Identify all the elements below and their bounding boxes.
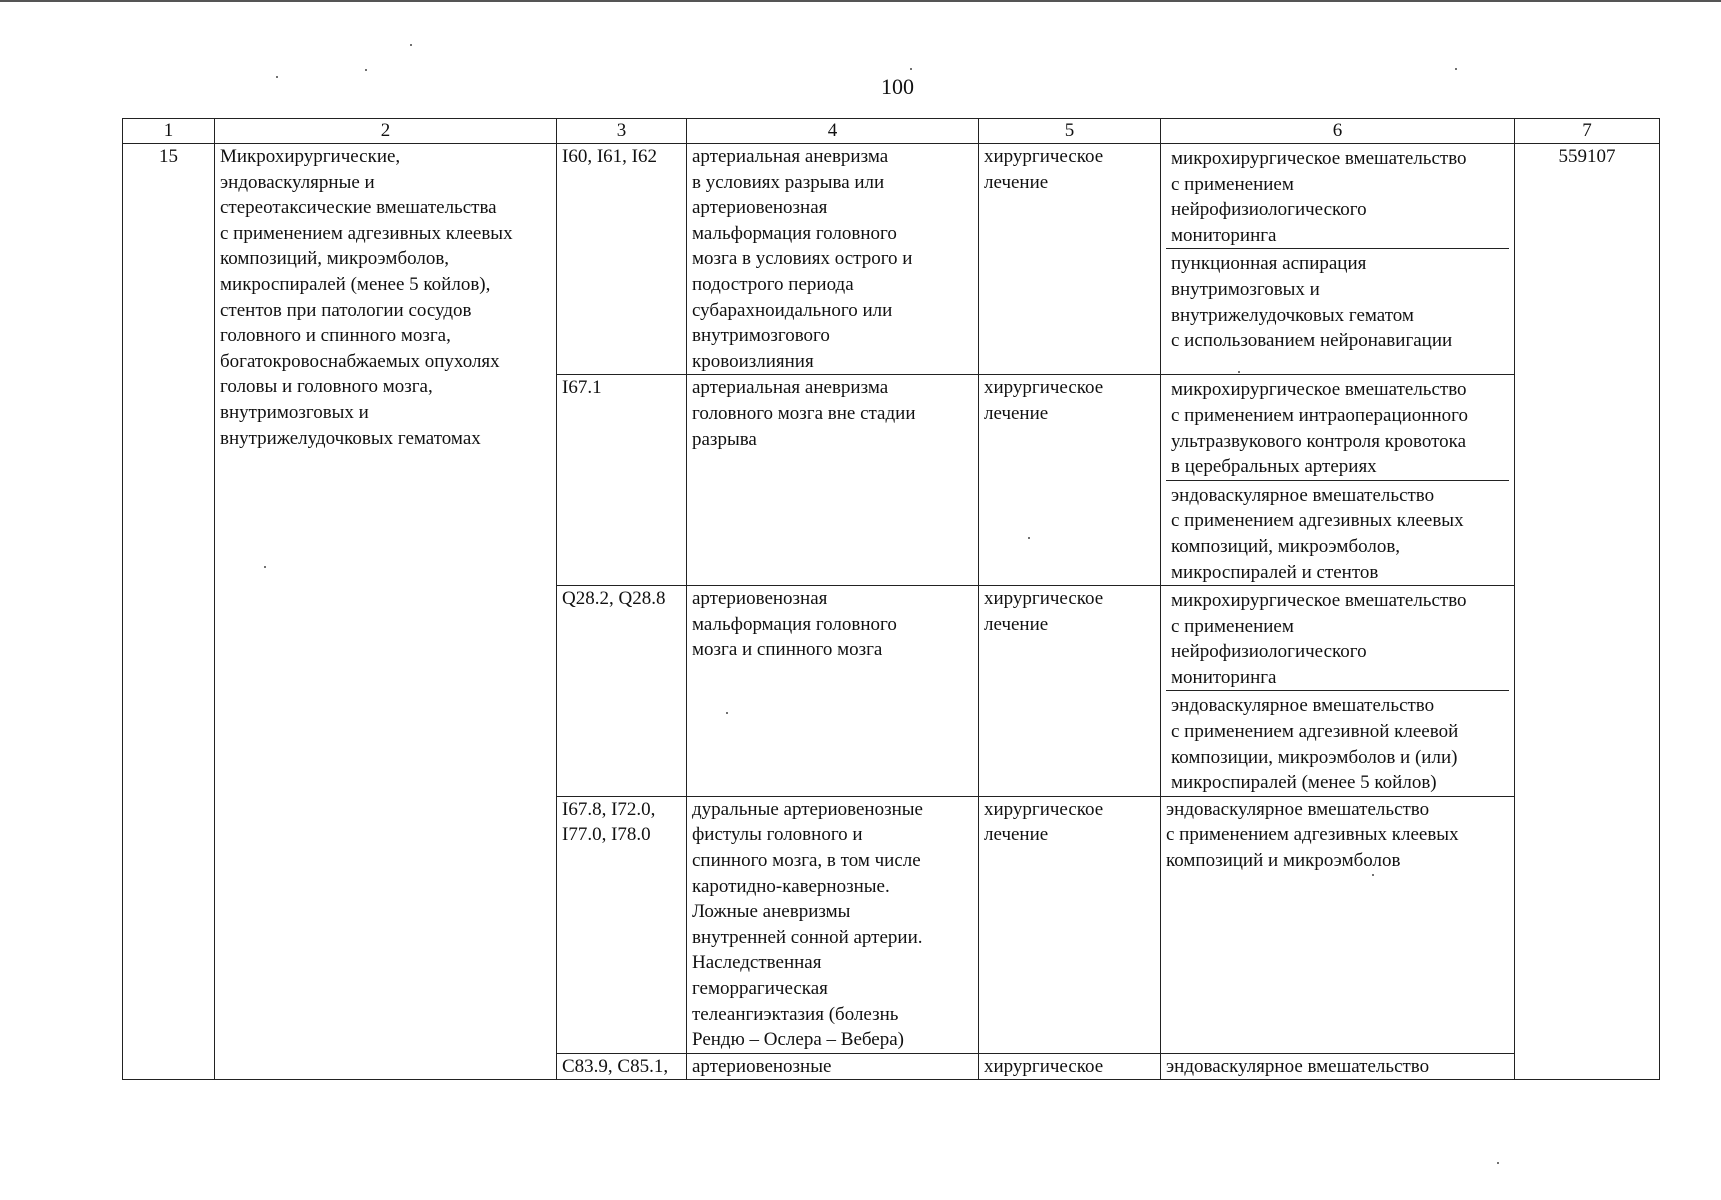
diagnosis: дуральные артериовенозные фистулы головного и спинного мозга, в том числе каротидно-кавернозные. Ложные аневризмы внутренней сонной артерии. Наследственная геморрагическая телеангиэктазия (болезнь Рендю – Ослера – Вебера) xyxy=(687,796,979,1053)
icd-codes: I67.1 xyxy=(557,375,687,586)
treatment-type: хирургическое xyxy=(979,1053,1161,1080)
column-header-7: 7 xyxy=(1515,119,1660,144)
scan-speck xyxy=(1455,68,1457,70)
diagnosis: артериальная аневризма головного мозга вне стадии разрыва xyxy=(687,375,979,586)
diagnosis: артериовенозные xyxy=(687,1053,979,1080)
icd-codes: C83.9, C85.1, xyxy=(557,1053,687,1080)
scan-speck xyxy=(264,566,266,568)
column-header-4: 4 xyxy=(687,119,979,144)
treatment-type: хирургическое лечение xyxy=(979,375,1161,586)
price: 559107 xyxy=(1515,144,1660,1080)
scan-speck xyxy=(410,44,412,46)
methods-cell xyxy=(1161,144,1515,375)
column-header-6: 6 xyxy=(1161,119,1515,144)
method-item: эндоваскулярное вмешательство с применением адгезивных клеевых композиций, микроэмболов, микроспиралей и стентов xyxy=(1166,480,1509,585)
header-row xyxy=(123,119,1660,144)
diagnosis: артериовенозная мальформация головного мозга и спинного мозга xyxy=(687,586,979,797)
icd-codes: I67.8, I72.0, I77.0, I78.0 xyxy=(557,796,687,1053)
scan-speck xyxy=(1238,371,1240,373)
scan-speck xyxy=(910,68,912,70)
treatment-type: хирургическое лечение xyxy=(979,586,1161,797)
page-number: 100 xyxy=(881,74,914,99)
scan-speck xyxy=(1372,874,1374,876)
treatment-type: хирургическое лечение xyxy=(979,144,1161,375)
method-item: микрохирургическое вмешательство с применением нейрофизиологического мониторинга xyxy=(1171,148,1467,246)
treatment-type: хирургическое лечение xyxy=(979,796,1161,1053)
services-table xyxy=(122,118,1660,1080)
methods-cell xyxy=(1161,586,1515,797)
scan-speck xyxy=(1497,1162,1499,1164)
methods-cell xyxy=(1161,375,1515,586)
method-item: эндоваскулярное вмешательство с применением адгезивных клеевых композиций и микроэмболов xyxy=(1161,796,1515,1053)
scan-speck xyxy=(726,712,728,714)
column-header-3: 3 xyxy=(557,119,687,144)
scan-edge xyxy=(0,0,1721,2)
icd-codes: I60, I61, I62 xyxy=(557,144,687,375)
column-header-1: 1 xyxy=(123,119,215,144)
scan-speck xyxy=(276,76,278,78)
column-header-2: 2 xyxy=(215,119,557,144)
scan-speck xyxy=(365,69,367,71)
scan-speck xyxy=(1028,537,1030,539)
service-name: Микрохирургические, эндоваскулярные и стереотаксические вмешательства с применением адгезивных клеевых композиций, микроэмболов, микроспиралей (менее 5 койлов), стентов при патологии сосудов головного и спинного мозга, богатокровоснабжаемых опухолях головы и головного мозга, внутримозговых и внутрижелудочковых гематомах xyxy=(215,144,557,1080)
method-item: микрохирургическое вмешательство с применением интраоперационного ультразвукового контроля кровотока в церебральных артериях xyxy=(1171,379,1468,478)
diagnosis: артериальная аневризма в условиях разрыва или артериовенозная мальформация головного мозга в условиях острого и подострого периода субарахноидального или внутримозгового кровоизлияния xyxy=(687,144,979,375)
column-header-5: 5 xyxy=(979,119,1161,144)
method-item: пункционная аспирация внутримозговых и внутрижелудочковых гематом с использованием нейронавигации xyxy=(1166,248,1509,353)
table-row xyxy=(123,144,1660,375)
icd-codes: Q28.2, Q28.8 xyxy=(557,586,687,797)
method-item: эндоваскулярное вмешательство с применением адгезивной клеевой композиции, микроэмболов и (или) микроспиралей (менее 5 койлов) xyxy=(1166,690,1509,795)
method-item: микрохирургическое вмешательство с применением нейрофизиологического мониторинга xyxy=(1171,590,1467,688)
row-number: 15 xyxy=(123,144,215,1080)
method-item: эндоваскулярное вмешательство xyxy=(1161,1053,1515,1080)
